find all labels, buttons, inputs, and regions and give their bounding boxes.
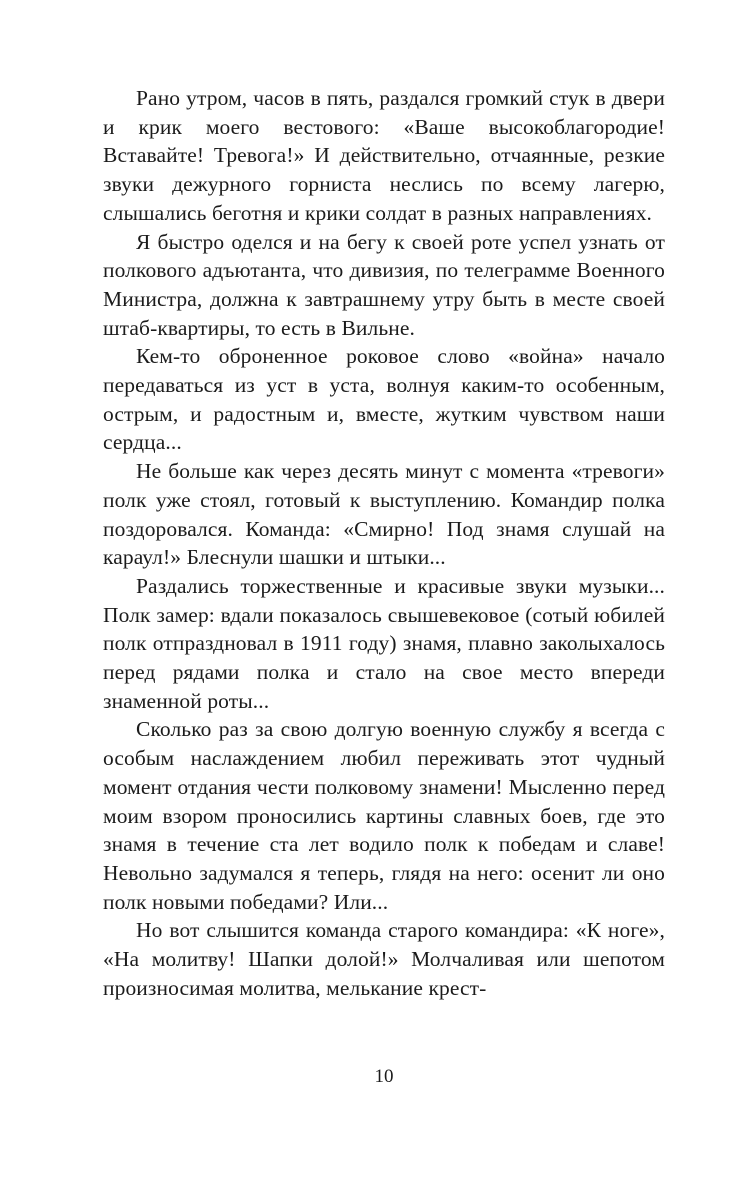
paragraph-2: Я быстро оделся и на бегу к своей роте успел узнать от полкового адъютанта, что дивизия, по телеграмме Военного Министра, должна к завтрашнему утру быть в месте своей штаб-квартиры, то есть в Вильне. bbox=[103, 229, 665, 340]
page-text-block bbox=[103, 84, 665, 1003]
page-number: 10 bbox=[374, 1066, 394, 1087]
paragraph-1: Рано утром, часов в пять, раздался громкий стук в двери и крик моего вестового: «Ваше высокоблагородие! Вставайте! Тревога!» И действительно, отчаянные, резкие звуки дежурного горниста неслись по всему лагерю, слышались беготня и крики солдат в разных направлениях. bbox=[103, 86, 665, 225]
paragraph-3: Кем-то оброненное роковое слово «война» начало передаваться из уст в уста, волнуя каким-то особенным, острым, и радостным и, вместе, жутким чувством наши сердца... bbox=[103, 344, 665, 455]
paragraph-4: Не больше как через десять минут с момента «тревоги» полк уже стоял, готовый к выступлению. Командир полка поздоровался. Команда: «Смирно! Под знамя слушай на караул!» Блеснули шашки и штыки... bbox=[103, 459, 665, 570]
paragraph-5: Раздались торжественные и красивые звуки музыки... Полк замер: вдали показалось свышевековое (сотый юбилей полк отпраздновал в 1911 году) знамя, плавно заколыхалось перед рядами полка и стало на свое место впереди знаменной роты... bbox=[103, 573, 665, 713]
paragraph-6: Сколько раз за свою долгую военную службу я всегда с особым наслаждением любил переживать этот чудный момент отдания чести полковому знамени! Мысленно перед моим взором проносились картины славных боев, где это знамя в течение ста лет водило полк к победам и славе! Невольно задумался я теперь, глядя на него: осенит ли оно полк новыми победами? Или... bbox=[103, 717, 665, 914]
paragraph-7: Но вот слышится команда старого командира: «К ноге», «На молитву! Шапки долой!» Молчаливая или шепотом произносимая молитва, мелькание крест- bbox=[103, 918, 665, 1000]
